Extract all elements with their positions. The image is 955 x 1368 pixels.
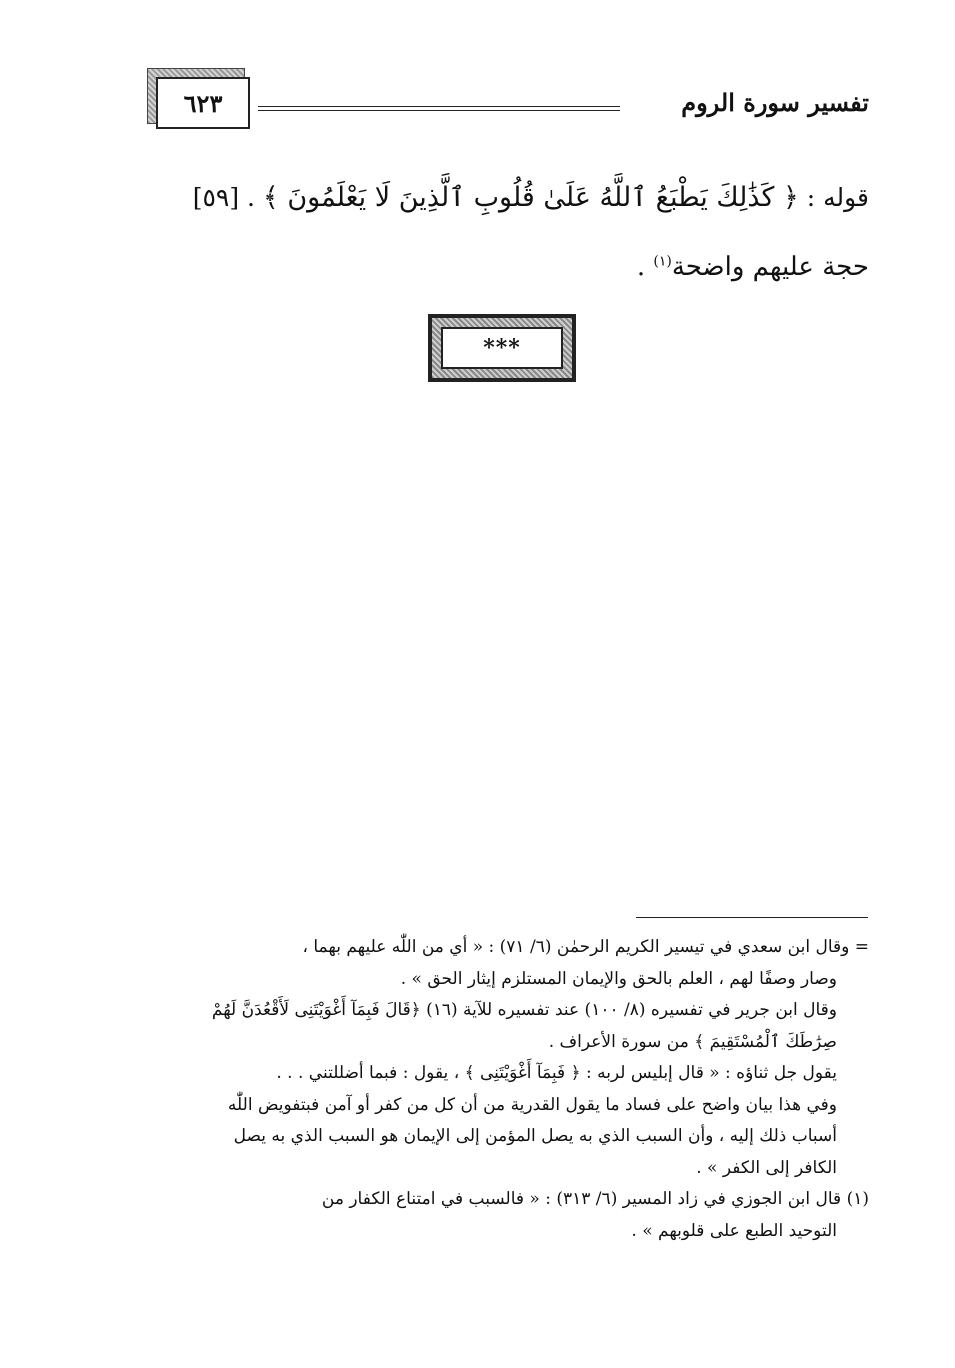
verse-reference: . [٥٩] (192, 183, 255, 212)
footnote-line: التوحيد الطبع على قلوبهم » . (631, 1220, 837, 1241)
quran-verse: ﴿ كَذَٰلِكَ يَطْبَعُ ٱللَّهُ عَلَىٰ قُلُوبِ ٱلَّذِينَ لَا يَعْلَمُونَ ﴾ (262, 182, 799, 213)
section-separator (428, 314, 576, 382)
footnotes (132, 932, 869, 1247)
footnote-line: = وقال ابن سعدي في تيسير الكريم الرحمٰن (٦/ ٧١) : « أي من اللّٰه عليهم بهما ، (302, 937, 869, 957)
footnote-line: يقول جل ثناؤه : « قال إبليس لربه : ﴿ فَبِمَآ أَغْوَيْتَنِى ﴾ ، يقول : فبما أضللتني . . . (276, 1063, 837, 1083)
commentary-text: حجة عليهم واضحة (671, 252, 869, 282)
main-line-1 (180, 182, 869, 213)
page-number-box (147, 68, 253, 132)
running-title: تفسير سورة الروم (681, 88, 869, 117)
line-prefix: قوله : (806, 183, 869, 212)
footnote-rule (636, 917, 868, 918)
header-rule (258, 106, 620, 111)
footnote-line: وقال ابن جرير في تفسيره (٨/ ١٠٠) عند تفسيره للآية (١٦) ﴿قَالَ فَبِمَآ أَغْوَيْتَنِى لَأَقْعُدَنَّ لَهُمْ (211, 1000, 837, 1020)
footnote-line: أسباب ذلك إليه ، وأن السبب الذي به يصل المؤمن إلى الإيمان هو السبب الذي به يصل (233, 1126, 837, 1146)
page-number: ٦٢٣ (156, 77, 250, 129)
commentary-end: . (636, 252, 654, 282)
footnote-line: وصار وصفًا لهم ، العلم بالحق والإيمان المستلزم إيثار الحق » . (400, 968, 837, 989)
footnote-line: صِرَٰطَكَ ٱلْمُسْتَقِيمَ ﴾ من سورة الأعراف . (548, 1031, 837, 1052)
footnote-line: الكافر إلى الكفر » . (696, 1157, 837, 1178)
footnote-line: (١) قال ابن الجوزي في زاد المسير (٦/ ٣١٣) : « فالسبب في امتناع الكفار من (321, 1189, 869, 1209)
footnote-line: وفي هذا بيان واضح على فساد ما يقول القدرية من أن كل من كفر أو آمن فبتفويض اللّٰه (227, 1094, 837, 1115)
main-line-2 (180, 252, 869, 282)
separator-stars: *** (441, 327, 563, 369)
footnote-marker: (١) (653, 253, 672, 270)
